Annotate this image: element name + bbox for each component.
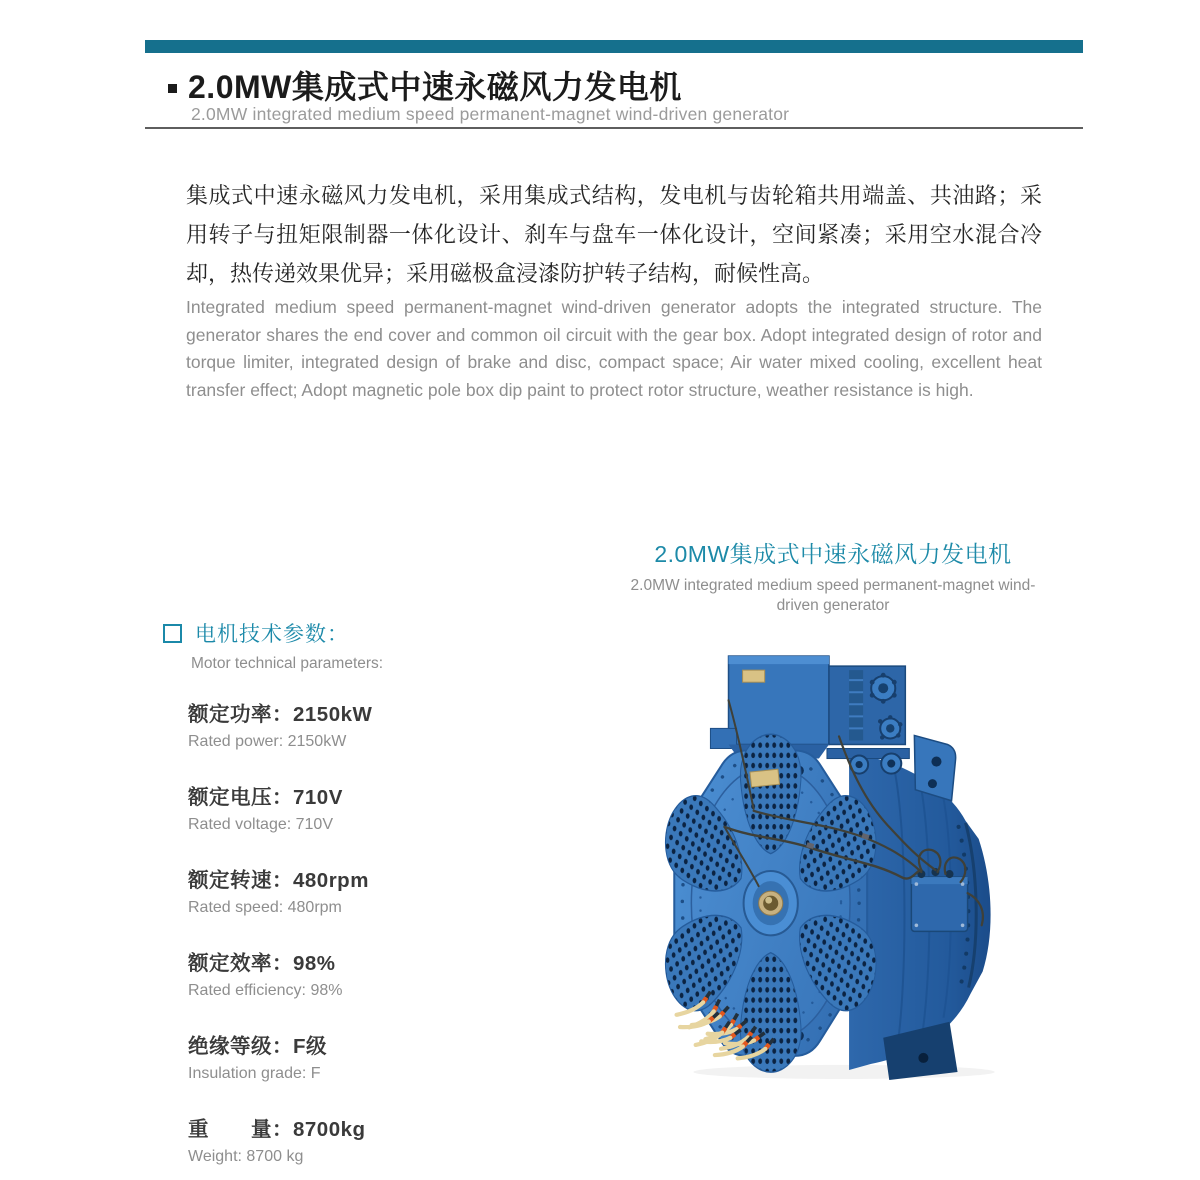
- spec-zh: 额定效率：98%: [188, 952, 336, 975]
- spec-zh: 重 量：8700kg: [188, 1118, 366, 1141]
- spec-item-rated-voltage: [188, 780, 608, 834]
- page-subtitle: 2.0MW integrated medium speed permanent-magnet wind-driven generator: [191, 104, 790, 124]
- title-divider: [145, 127, 1083, 129]
- spec-en: Rated power: 2150kW: [188, 733, 347, 750]
- spec-zh: 额定电压：710V: [188, 786, 343, 809]
- spec-item-rated-efficiency: [188, 946, 608, 1000]
- spec-item-insulation-grade: [188, 1029, 608, 1083]
- product-caption-en: 2.0MW integrated medium speed permanent-magnet wind-driven generator: [630, 577, 1036, 614]
- product-caption-zh: 2.0MW集成式中速永磁风力发电机: [654, 541, 1012, 567]
- spec-en: Rated voltage: 710V: [188, 816, 333, 833]
- spec-list: [188, 697, 608, 1180]
- parameters-heading-zh: 电机技术参数：: [195, 623, 349, 646]
- spec-zh: 额定功率：2150kW: [188, 703, 373, 726]
- section-square-icon: [163, 624, 182, 643]
- parameters-heading-en: Motor technical parameters:: [191, 655, 384, 672]
- spec-en: Rated efficiency: 98%: [188, 982, 343, 999]
- generator-product-image: [658, 640, 1010, 1082]
- spec-en: Insulation grade: F: [188, 1065, 321, 1082]
- spec-item-rated-speed: [188, 863, 608, 917]
- top-accent-bar: [145, 40, 1083, 53]
- spec-en: Weight: 8700 kg: [188, 1148, 304, 1165]
- product-caption: [600, 536, 1066, 616]
- spec-zh: 绝缘等级：F级: [188, 1035, 328, 1058]
- spec-item-rated-power: [188, 697, 608, 751]
- intro-paragraph-en: Integrated medium speed permanent-magnet wind-driven generator adopts the integrated structure. The generator shares the end cover and common oil circuit with the gear box. Adopt integrated design of rotor and torque limiter, integrated design of brake and disc, compact space; Air water mixed cooling, excellent heat transfer effect; Adopt magnetic pole box dip paint to protect rotor structure, weather resistance is high.: [186, 297, 1042, 400]
- page-title: 2.0MW集成式中速永磁风力发电机: [188, 69, 682, 105]
- spec-zh: 额定转速：480rpm: [188, 869, 369, 892]
- title-bullet-icon: [168, 84, 177, 93]
- spec-item-weight: [188, 1112, 608, 1166]
- intro-paragraph-zh: 集成式中速永磁风力发电机，采用集成式结构，发电机与齿轮箱共用端盖、共油路；采用转子与扭矩限制器一体化设计、刹车与盘车一体化设计，空间紧凑；采用空水混合冷却，热传递效果优异；采用磁极盒浸漆防护转子结构，耐候性高。: [186, 183, 1042, 286]
- parameters-heading: [163, 618, 383, 673]
- spec-en: Rated speed: 480rpm: [188, 899, 342, 916]
